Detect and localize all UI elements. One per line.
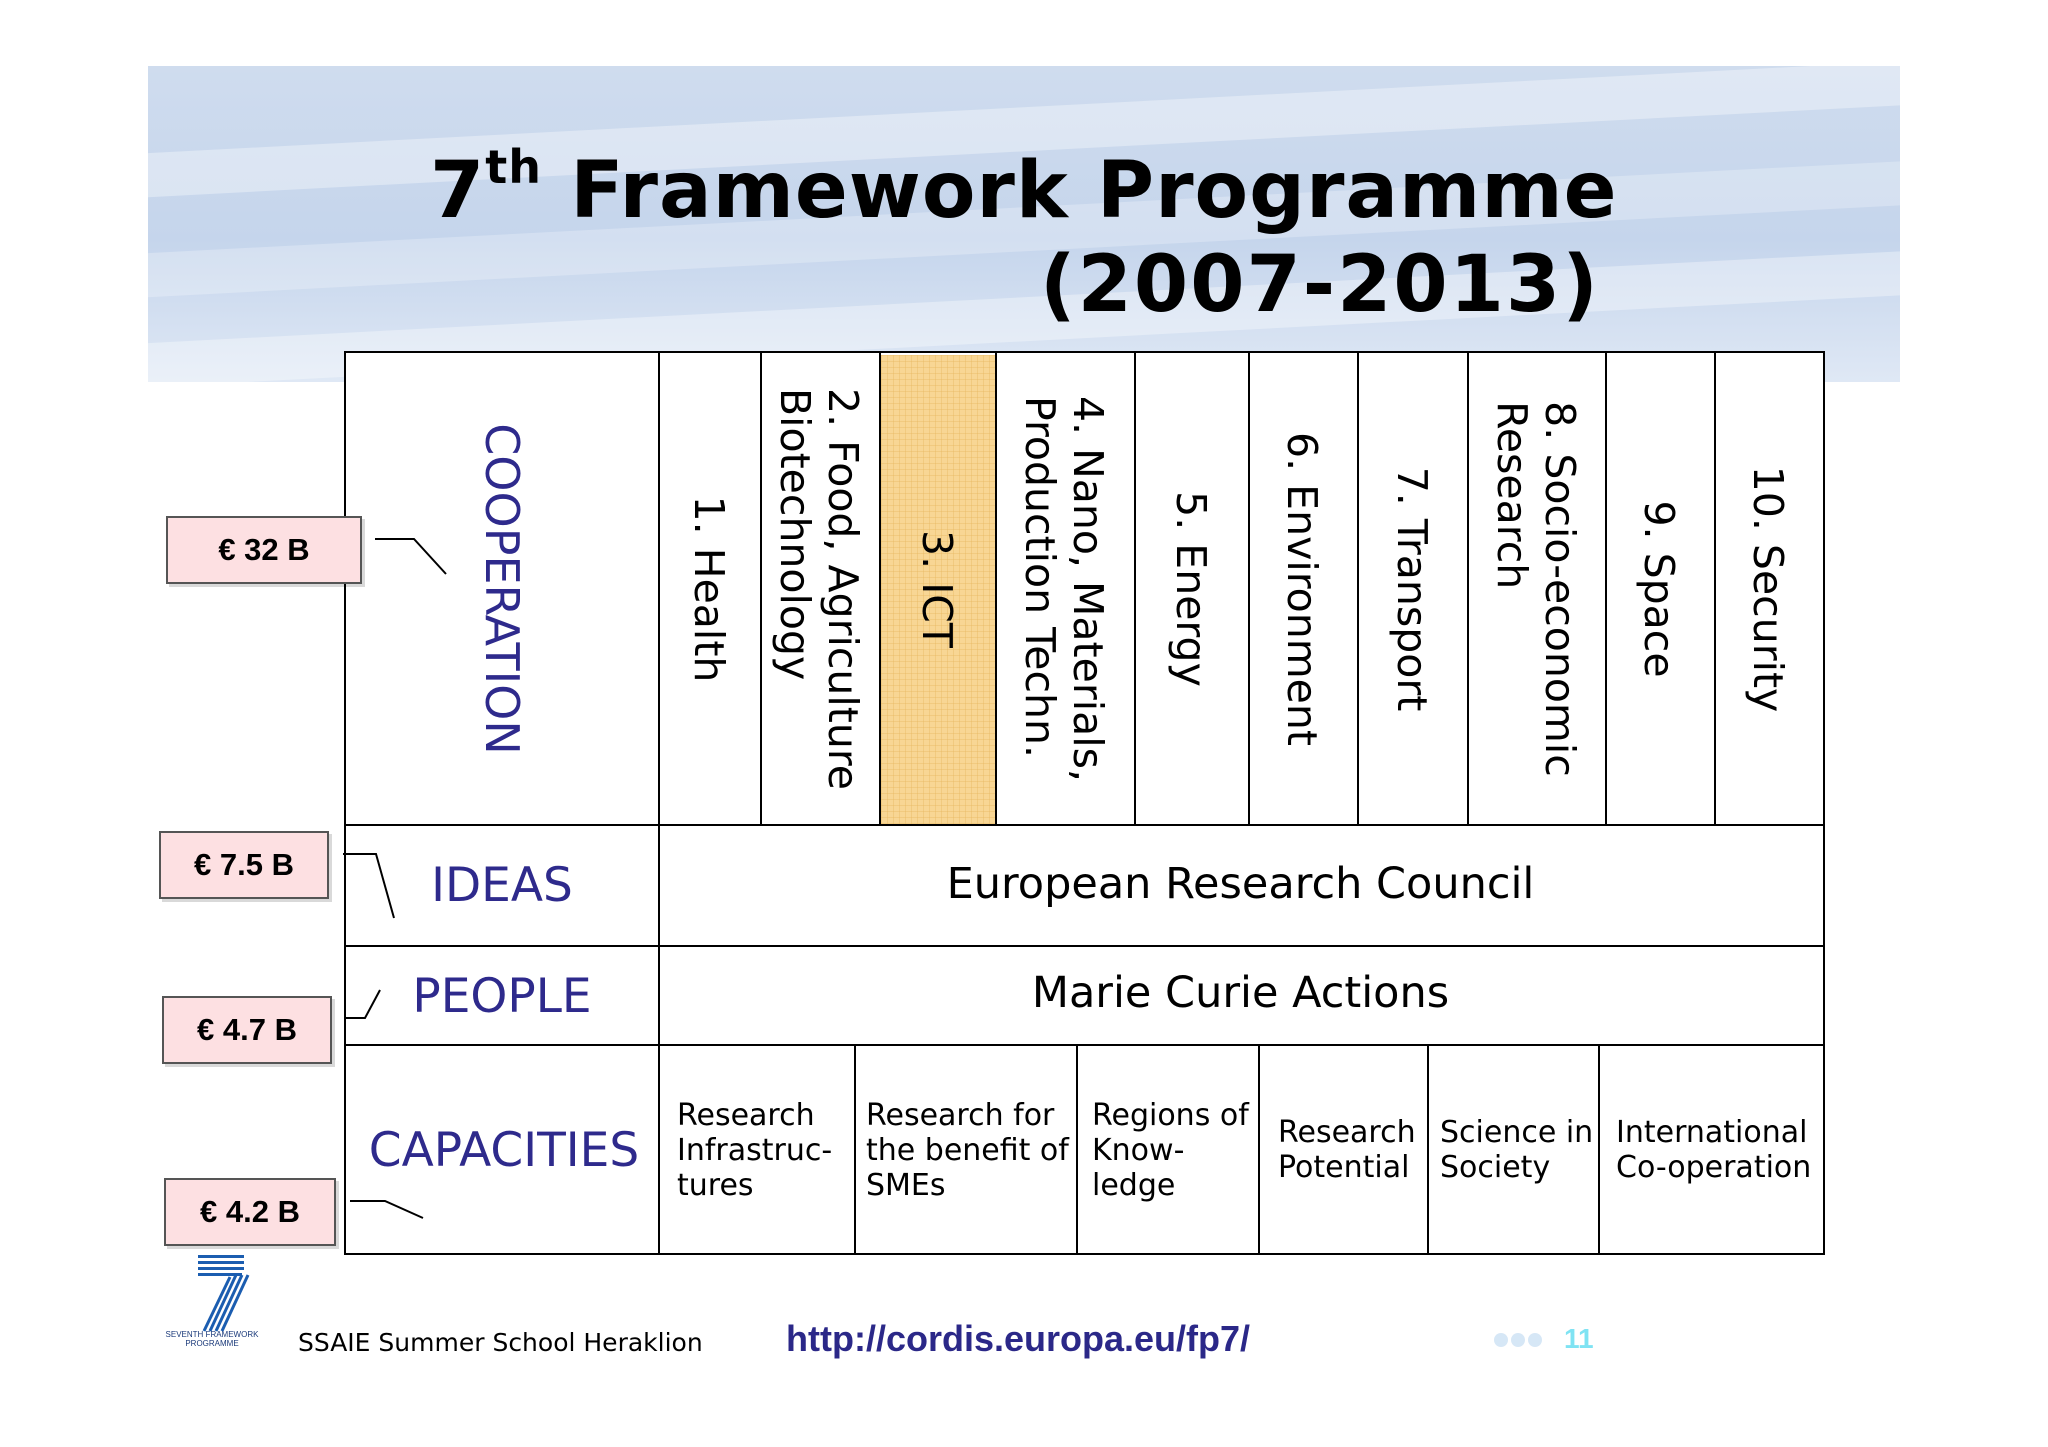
row-heading-capacities: CAPACITIES [368, 1123, 640, 1178]
row-heading-cooperation: COOPERATION [475, 423, 529, 755]
budget-people: € 4.7 B [162, 996, 332, 1064]
programme-table [344, 351, 1825, 1255]
theme-food-agriculture: 2. Food, Agriculture Biotechnology [771, 387, 867, 791]
footer-url-link[interactable]: http://cordis.europa.eu/fp7/ [786, 1318, 1251, 1359]
theme-energy: 5. Energy [1167, 491, 1215, 687]
theme-nano-materials: 4. Nano, Materials, Production Techn. [1016, 395, 1112, 783]
capacity-research-potential: Research Potential [1278, 1115, 1416, 1185]
theme-security: 10. Security [1744, 465, 1792, 713]
page-title-years: (2007-2013) [1040, 240, 1600, 330]
budget-ideas: € 7.5 B [159, 831, 329, 899]
page-dots-icon [1494, 1332, 1545, 1351]
capacity-science-in-society: Science in Society [1440, 1115, 1594, 1185]
capacity-research-infrastructures: Research Infrastruc- tures [677, 1098, 833, 1203]
capacity-research-smes: Research for the benefit of SMEs [866, 1098, 1069, 1203]
footer-school: SSAIE Summer School Heraklion [298, 1328, 703, 1357]
people-programme: Marie Curie Actions [1031, 968, 1450, 1018]
capacity-regions-of-knowledge: Regions of Know- ledge [1092, 1098, 1249, 1203]
capacity-international-cooperation: International Co-operation [1616, 1115, 1812, 1185]
theme-transport: 7. Transport [1388, 466, 1436, 712]
theme-ict: 3. ICT [913, 530, 961, 648]
row-heading-ideas: IDEAS [431, 858, 573, 913]
budget-capacities: € 4.2 B [164, 1178, 336, 1246]
row-heading-people: PEOPLE [412, 969, 592, 1024]
theme-space: 9. Space [1635, 500, 1683, 678]
page-number: 11 [1564, 1323, 1594, 1354]
budget-cooperation: € 32 B [166, 516, 362, 584]
logo-label: SEVENTH FRAMEWORK PROGRAMME [165, 1330, 259, 1348]
theme-environment: 6. Environment [1278, 432, 1326, 746]
theme-health: 1. Health [685, 495, 733, 683]
theme-socio-economic: 8. Socio-economic Research [1488, 401, 1584, 777]
ideas-programme: European Research Council [946, 859, 1535, 909]
page-title: 7th Framework Programme [430, 140, 1618, 236]
